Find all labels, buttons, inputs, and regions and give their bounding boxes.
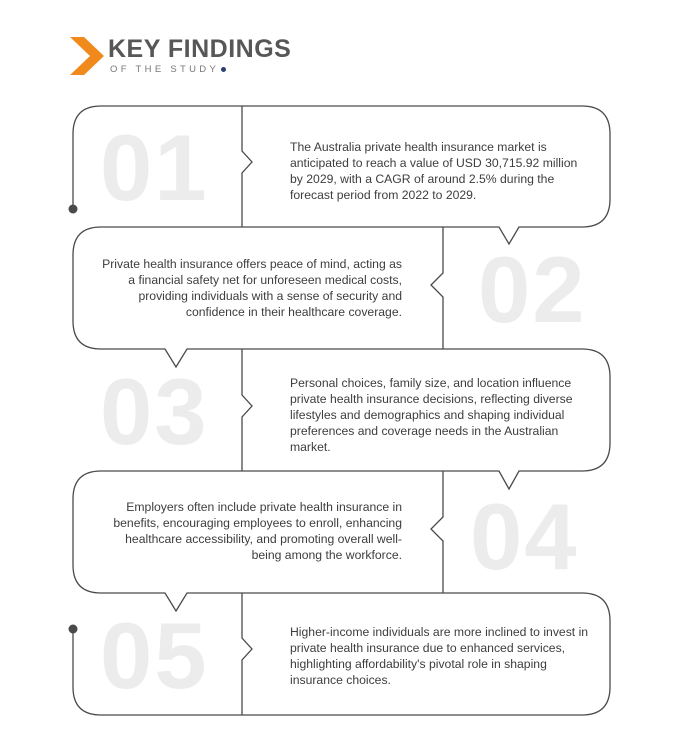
page-subtitle: OF THE STUDY <box>110 64 226 76</box>
finding-number-03: 03 <box>100 359 209 464</box>
finding-text-04: Employers often include private health insurance in benefits, encouraging employees to enroll, enhancing healthcare accessibility, and promoting overall well-being among the workforce. <box>113 500 402 562</box>
finding-number-04: 04 <box>470 484 579 589</box>
finding-text-03: Personal choices, family size, and location influence private health insurance decisions, reflecting diverse lifestyles and demographics and shaping individual preferences and coverage needs in the Australian market. <box>290 376 573 454</box>
finding-text-05: Higher-income individuals are more inclined to invest in private health insurance due to enhanced services, highlighting affordability's pivotal role in shaping insurance choices. <box>290 625 589 687</box>
finding-number-01: 01 <box>100 115 209 220</box>
finding-text-02: Private health insurance offers peace of mind, acting as a financial safety net for unforeseen medical costs, providing individuals with a sense of security and confidence in their healthcare coverage. <box>102 257 402 319</box>
finding-text-01: The Australia private health insurance market is anticipated to reach a value of USD 30,715.92 million by 2029, with a CAGR of around 2.5% during the forecast period from 2022 to 2029. <box>290 140 578 202</box>
flow-end-dot-icon <box>69 625 78 634</box>
finding-number-02: 02 <box>478 237 587 342</box>
page-title: KEY FINDINGS <box>108 35 292 63</box>
finding-number-05: 05 <box>100 603 209 708</box>
flow-start-dot-icon <box>69 205 78 214</box>
